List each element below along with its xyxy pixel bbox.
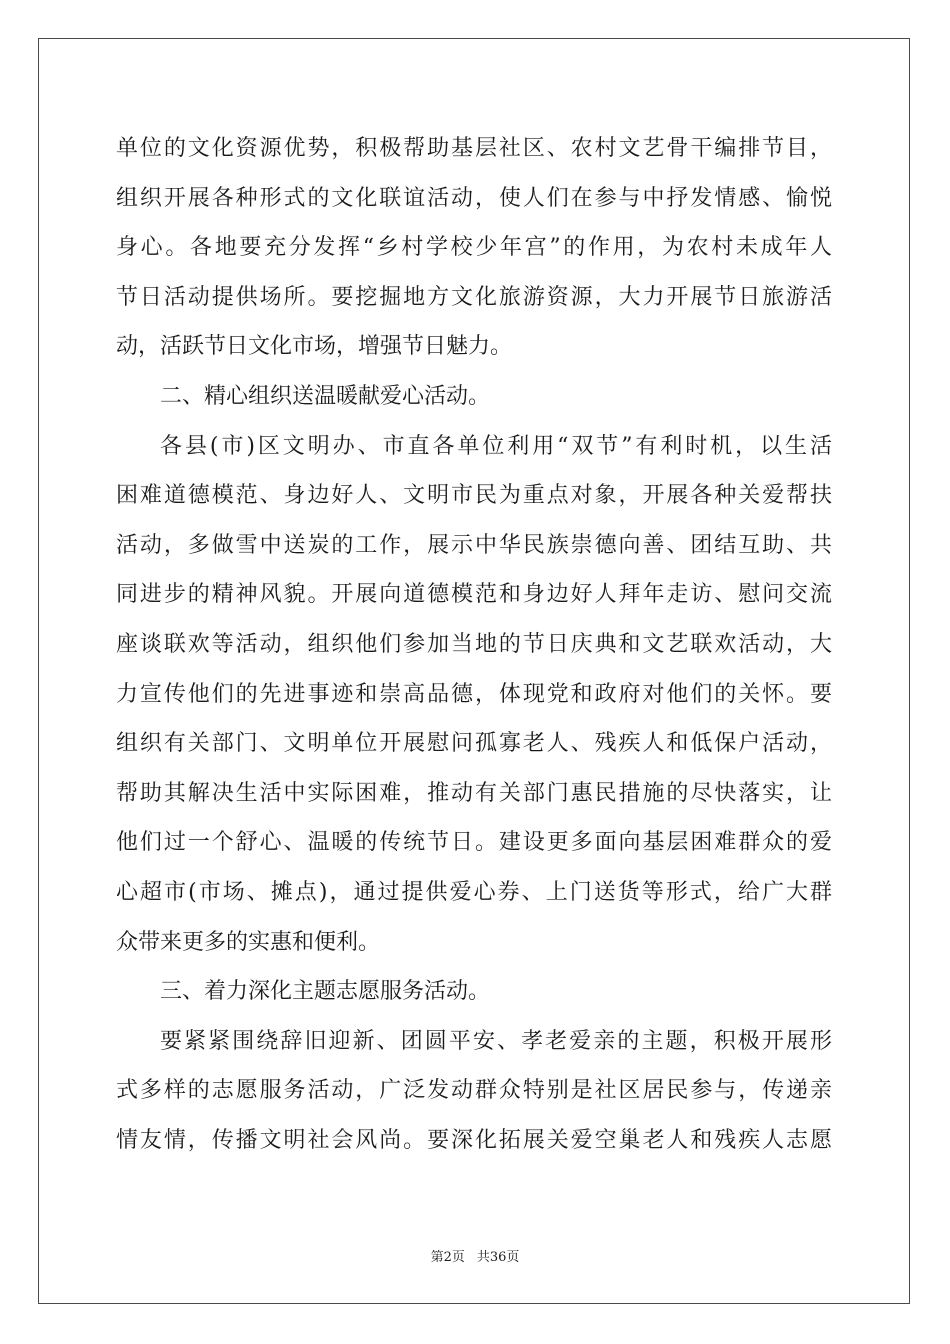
text-line: 组织有关部门、文明单位开展慰问孤寡老人、残疾人和低保户活动， (116, 731, 832, 757)
text-line: 节日活动提供场所。要挖掘地方文化旅游资源，大力开展节日旅游活 (116, 284, 832, 310)
text-line: 座谈联欢等活动，组织他们参加当地的节日庆典和文艺联欢活动，大 (116, 631, 832, 657)
text-line: 他们过一个舒心、温暖的传统节日。建设更多面向基层困难群众的爱 (116, 830, 832, 856)
text-line: 活动，多做雪中送炭的工作，展示中华民族崇德向善、团结互助、共 (116, 532, 832, 558)
text-line: 要紧紧围绕辞旧迎新、团圆平安、孝老爱亲的主题，积极开展形 (160, 1028, 832, 1054)
text-line: 众带来更多的实惠和便利。 (116, 929, 381, 955)
page-footer (0, 1246, 950, 1265)
text-line: 各县(市)区文明办、市直各单位利用“双节”有利时机，以生活 (160, 433, 832, 459)
text-line: 单位的文化资源优势，积极帮助基层社区、农村文艺骨干编排节目， (116, 136, 832, 161)
text-line: 困难道德模范、身边好人、文明市民为重点对象，开展各种关爱帮扶 (116, 483, 832, 509)
document-body (116, 124, 832, 1165)
total-pages: 共36页 (476, 1250, 520, 1265)
text-line: 动，活跃节日文化市场，增强节日魅力。 (116, 334, 513, 360)
text-line: 组织开展各种形式的文化联谊活动，使人们在参与中抒发情感、愉悦 (116, 185, 832, 211)
text-line: 情友情，传播文明社会风尚。要深化拓展关爱空巢老人和残疾人志愿 (116, 1127, 832, 1153)
text-line: 身心。各地要充分发挥“乡村学校少年宫”的作用，为农村未成年人 (116, 235, 832, 261)
page-number: 第2页 (430, 1250, 465, 1265)
text-line: 同进步的精神风貌。开展向道德模范和身边好人拜年走访、慰问交流 (116, 582, 832, 608)
section-heading: 二、精心组织送温暖献爱心活动。 (160, 383, 491, 409)
text-line: 式多样的志愿服务活动，广泛发动群众特别是社区居民参与，传递亲 (116, 1078, 832, 1104)
text-line: 帮助其解决生活中实际困难，推动有关部门惠民措施的尽快落实，让 (116, 780, 832, 806)
text-line: 心超市(市场、摊点)，通过提供爱心券、上门送货等形式，给广大群 (116, 879, 832, 905)
section-heading: 三、着力深化主题志愿服务活动。 (160, 979, 491, 1005)
text-line: 力宣传他们的先进事迹和崇高品德，体现党和政府对他们的关怀。要 (116, 681, 832, 707)
